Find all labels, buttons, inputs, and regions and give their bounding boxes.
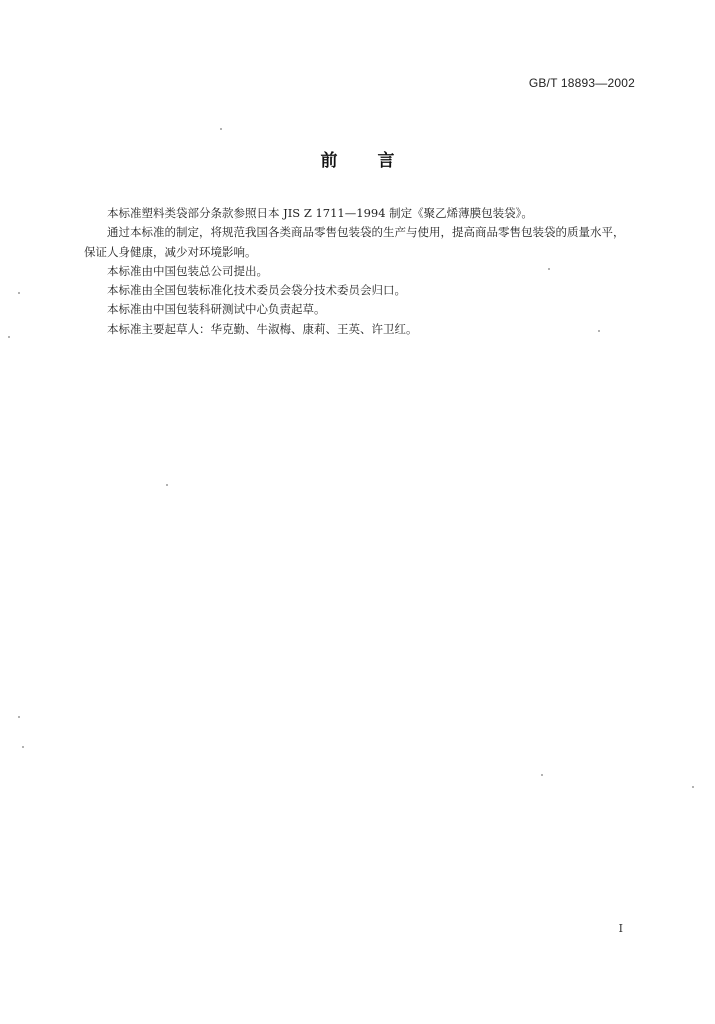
scan-speck (548, 268, 550, 270)
scan-speck (692, 786, 694, 788)
paragraph-drafter-unit: 本标准由中国包装科研测试中心负责起草。 (107, 302, 326, 317)
scan-speck (18, 716, 20, 718)
scan-speck (22, 746, 24, 748)
standard-number: GB/T 18893—2002 (528, 76, 635, 90)
page-title: 前言 (320, 151, 435, 171)
scan-speck (166, 484, 168, 486)
scan-speck (8, 336, 10, 338)
paragraph-administrator: 本标准由全国包装标准化技术委员会袋分技术委员会归口。 (107, 283, 406, 298)
page-number: I (618, 922, 623, 935)
paragraph-purpose: 通过本标准的制定，将规范我国各类商品零售包装袋的生产与使用，提高商品零售包装袋的质量水平，保证人身健康，减少对环境影响。 (84, 225, 625, 259)
paragraph-drafters: 本标准主要起草人：华克勤、牛淑梅、康莉、王英、许卫红。 (107, 321, 418, 336)
scan-speck (598, 330, 600, 332)
paragraph-proposer: 本标准由中国包装总公司提出。 (107, 263, 268, 278)
scan-speck (541, 774, 543, 776)
paragraph-reference: 本标准塑料类袋部分条款参照日本 JIS Z 1711—1994 制定《聚乙烯薄膜包装袋》。 (107, 206, 533, 220)
scan-speck (18, 292, 20, 294)
foreword-body (84, 204, 634, 339)
scan-speck (220, 128, 222, 130)
